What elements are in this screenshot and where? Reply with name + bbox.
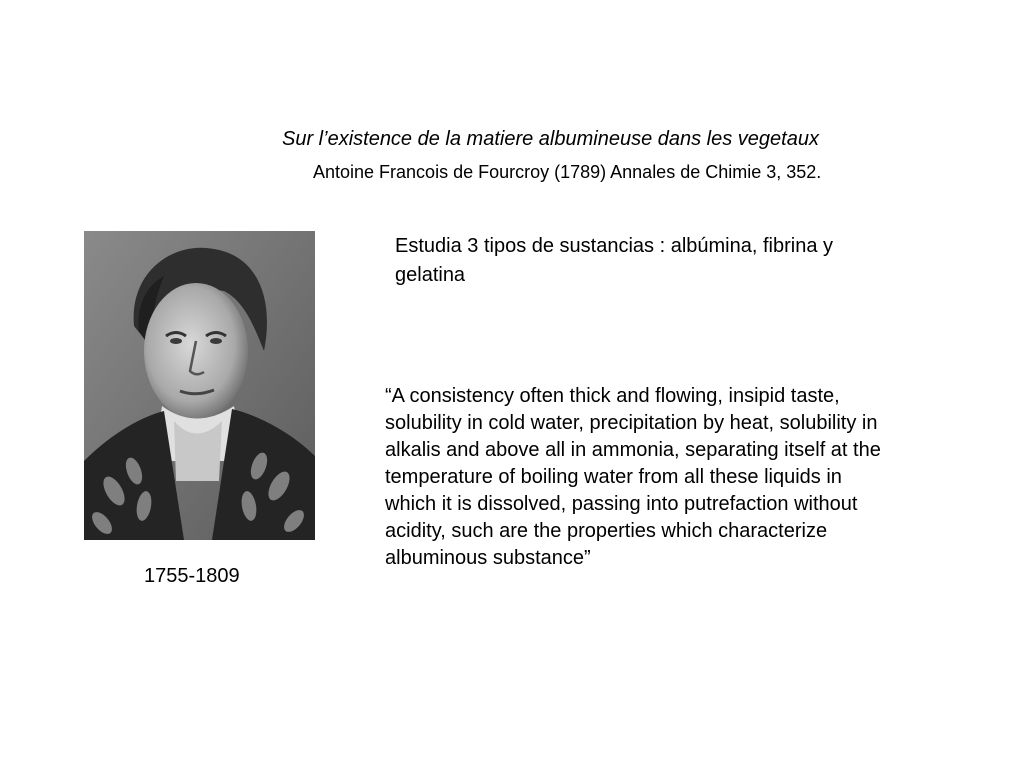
summary-text: Estudia 3 tipos de sustancias : albúmina, fibrina y gelatina [395, 235, 834, 286]
quote-text: “A consistency often thick and flowing, insipid taste, solubility in cold water, precipitation by heat, solubility in alkalis and above all in ammonia, separating itself at the temperature of boiling water from all these liquids in which it is dissolved, passing into putrefaction without acidity, such are the properties which characterize albuminous substance” [385, 385, 881, 569]
portrait-image [84, 231, 315, 540]
portrait-icon [84, 231, 315, 540]
citation: Antoine Francois de Fourcroy (1789) Annales de Chimie 3, 352. [313, 162, 822, 182]
life-dates: 1755-1809 [144, 565, 240, 587]
slide-title: Sur l’existence de la matiere albumineuse dans les vegetaux [282, 128, 819, 150]
